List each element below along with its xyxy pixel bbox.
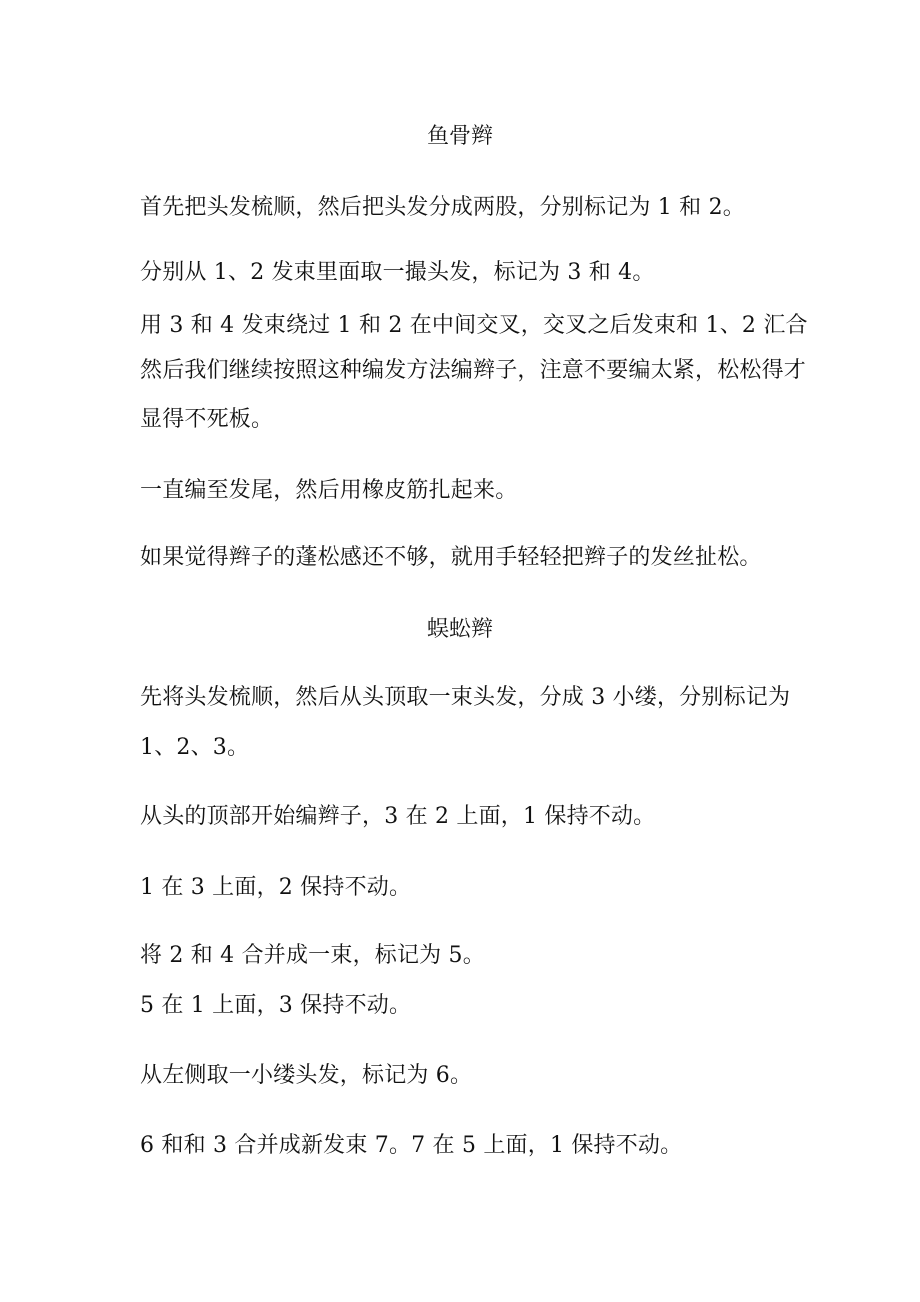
paragraph-line: 然后我们继续按照这种编发方法编辫子，注意不要编太紧，松松得才 [140,358,807,383]
paragraph-line: 将 2 和 4 合并成一束，标记为 5。 [140,943,485,968]
paragraph-line: 1 在 3 上面，2 保持不动。 [140,875,412,900]
paragraph-line: 首先把头发梳顺，然后把头发分成两股，分别标记为 1 和 2。 [140,195,745,220]
paragraph-line: 用 3 和 4 发束绕过 1 和 2 在中间交叉，交叉之后发束和 1、2 汇合 [140,313,808,338]
paragraph-line: 先将头发梳顺，然后从头顶取一束头发，分成 3 小缕，分别标记为 [140,685,791,710]
section-title-centipede-braid: 蜈蚣辫 [426,617,493,642]
paragraph-line: 显得不死板。 [140,407,274,432]
paragraph-line: 从头的顶部开始编辫子，3 在 2 上面，1 保持不动。 [140,804,656,829]
paragraph-line: 如果觉得辫子的蓬松感还不够，就用手轻轻把辫子的发丝扯松。 [140,545,762,570]
paragraph-line: 5 在 1 上面，3 保持不动。 [140,993,412,1018]
paragraph-line: 6 和和 3 合并成新发束 7。7 在 5 上面，1 保持不动。 [140,1133,683,1158]
section-title-fishbone-braid: 鱼骨辫 [426,124,493,149]
paragraph-line: 从左侧取一小缕头发，标记为 6。 [140,1063,473,1088]
paragraph-line: 1、2、3。 [140,735,250,760]
paragraph-line: 分别从 1、2 发束里面取一撮头发，标记为 3 和 4。 [140,260,655,285]
paragraph-line: 一直编至发尾，然后用橡皮筋扎起来。 [140,478,518,503]
